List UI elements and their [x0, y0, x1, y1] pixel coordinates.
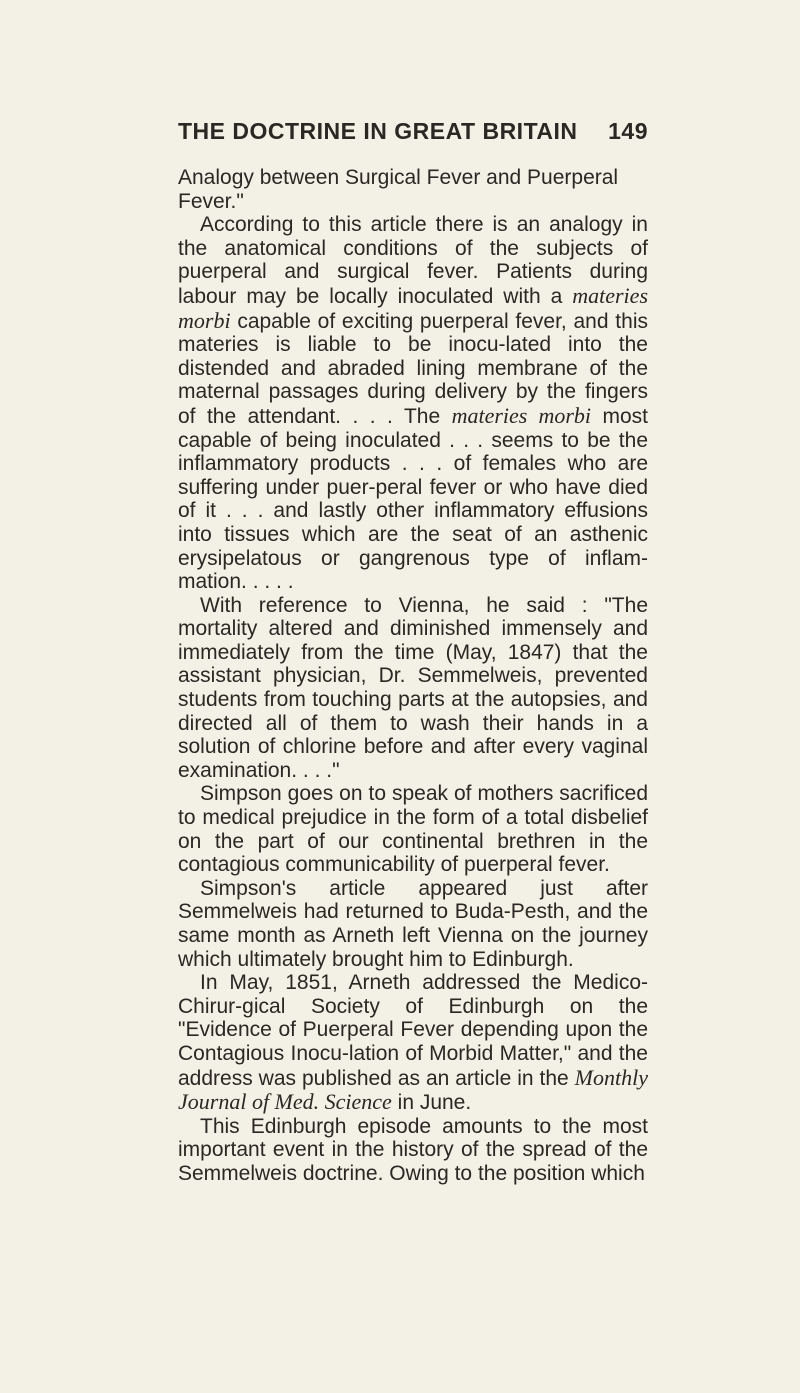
text-run: In May, 1851, Arneth addressed the Medico-Chirur-gical Society of Edinburgh on the "Evidence of Puerperal Fever depending upon the Contagious Inocu-lation of Morbid Matter," and the address was published as an article in the	[178, 971, 648, 1090]
paragraph	[178, 594, 648, 783]
paragraph	[178, 166, 648, 213]
paragraph	[178, 971, 648, 1115]
text-run: Simpson goes on to speak of mothers sacrificed to medical prejudice in the form of a total disbelief on the part of our continental brethren in the contagious communicability of puerperal fever.	[178, 782, 648, 877]
text-run: This Edinburgh episode amounts to the most important event in the history of the spread of the Semmelweis doctrine. Owing to the position which	[178, 1114, 648, 1185]
text-run: most capable of being inoculated . . . seems to be the inflammatory products . . . of females who are suffering under puer-peral fever or who have died of it . . . and lastly other inflammatory effusions into tissues which are the seat of an asthenic erysipelatous or gangrenous type of inflam-mation. . . . .	[178, 404, 649, 594]
italic-phrase: materies morbi	[451, 402, 592, 428]
text-run: capable of exciting puerperal fever, and this materies is liable to be inocu-lated into the distended and abraded lining membrane of the maternal passages during delivery by the fingers of the attendant. . . . The	[178, 309, 648, 428]
running-header	[178, 118, 648, 145]
italic-phrase: Monthly Journal of Med. Science	[178, 1064, 648, 1115]
paragraph	[178, 213, 648, 594]
text-run: With reference to Vienna, he said : "The mortality altered and diminished immensely and immediately from the time (May, 1847) that the assistant physician, Dr. Semmelweis, prevented students from touching parts at the autopsies, and directed all of them to wash their hands in a solution of chlorine before and after every vaginal examination. . . ."	[178, 593, 648, 782]
page-body	[178, 166, 648, 1186]
paragraph	[178, 877, 648, 971]
text-run: According to this article there is an analogy in the anatomical conditions of the subjects of puerperal and surgical fever. Patients during labour may be locally inoculated with a	[178, 213, 648, 308]
page-number: 149	[608, 118, 648, 144]
text-run: in June.	[391, 1091, 472, 1115]
text-run: Analogy between Surgical Fever and Puerperal Fever."	[178, 166, 619, 213]
running-title: THE DOCTRINE IN GREAT BRITAIN	[178, 118, 578, 144]
italic-phrase: materies morbi	[178, 282, 648, 333]
paragraph	[178, 1115, 648, 1186]
text-run: Simpson's article appeared just after Semmelweis had returned to Buda-Pesth, and the same month as Arneth left Vienna on the journey which ultimately brought him to Edinburgh.	[178, 876, 648, 971]
paragraph	[178, 782, 648, 876]
